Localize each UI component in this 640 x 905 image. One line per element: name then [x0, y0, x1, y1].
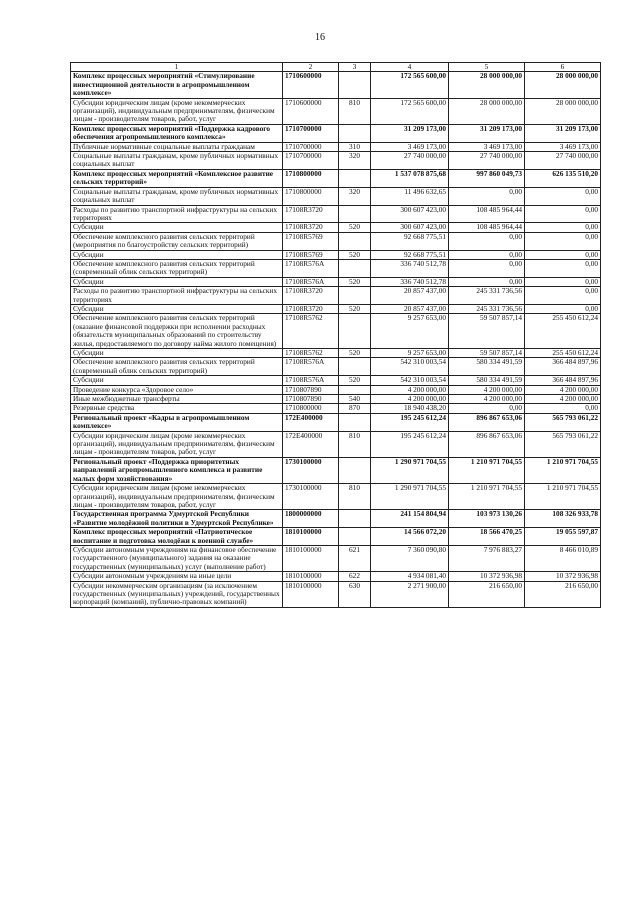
- row-code: 1710800000: [283, 169, 339, 187]
- row-code: 1710800000: [283, 404, 339, 413]
- row-value-col4: 92 668 775,51: [371, 232, 449, 250]
- row-expense-type: 520: [339, 349, 371, 358]
- table-row: [71, 314, 601, 349]
- row-name: Социальные выплаты гражданам, кроме публичных нормативных социальных выплат: [71, 187, 283, 205]
- row-name: Комплекс процессных мероприятий «Стимулирование инвестиционной деятельности в агропромышленном комплексе»: [71, 72, 283, 98]
- row-expense-type: [339, 413, 371, 431]
- row-name: Комплекс процессных мероприятий «Патриотическое воспитание и подготовка молодёжи к военной службе»: [71, 528, 283, 546]
- row-code: 17108R3720: [283, 304, 339, 313]
- row-value-col4: 1 290 971 704,55: [371, 484, 449, 510]
- row-name: Государственная программа Удмуртской Республики «Развитие молодёжной политики в Удмуртской Республике»: [71, 510, 283, 528]
- column-header-4: 4: [371, 63, 449, 72]
- page-number: 16: [315, 32, 325, 43]
- row-value-col5: 0,00: [449, 187, 525, 205]
- row-code: 17108R5762: [283, 349, 339, 358]
- row-code: 17108R576A: [283, 259, 339, 277]
- row-value-col6: 255 450 612,24: [525, 314, 601, 349]
- row-name: Обеспечение комплексного развития сельских территорий (оказание финансовой поддержки при исполнении расходных обязательств муниципальных образований по строительству жилья, предоставляемого по договору найма жилого помещения): [71, 314, 283, 349]
- row-expense-type: 540: [339, 395, 371, 404]
- row-value-col6: 0,00: [525, 304, 601, 313]
- row-value-col4: 195 245 612,24: [371, 431, 449, 457]
- row-value-col6: 1 210 971 704,55: [525, 484, 601, 510]
- row-expense-type: 320: [339, 187, 371, 205]
- row-expense-type: 621: [339, 545, 371, 571]
- row-expense-type: [339, 287, 371, 305]
- row-name: Расходы по развитию транспортной инфраструктуры на сельских территориях: [71, 205, 283, 223]
- row-value-col6: 4 200 000,00: [525, 385, 601, 394]
- row-value-col4: 241 154 804,94: [371, 510, 449, 528]
- row-expense-type: 520: [339, 376, 371, 385]
- row-code: 1730100000: [283, 457, 339, 483]
- row-code: 17108R576A: [283, 358, 339, 376]
- row-value-col4: 7 360 090,80: [371, 545, 449, 571]
- row-value-col6: 27 740 000,00: [525, 152, 601, 170]
- row-value-col4: 172 565 600,00: [371, 72, 449, 98]
- table-row: [71, 572, 601, 581]
- row-value-col4: 4 200 000,00: [371, 385, 449, 394]
- row-value-col6: 0,00: [525, 287, 601, 305]
- row-value-col4: 3 469 173,00: [371, 142, 449, 151]
- row-expense-type: [339, 72, 371, 98]
- table-row: [71, 72, 601, 98]
- row-expense-type: 520: [339, 250, 371, 259]
- table-row: [71, 152, 601, 170]
- row-value-col5: 896 867 653,06: [449, 431, 525, 457]
- row-value-col5: 28 000 000,00: [449, 72, 525, 98]
- row-value-col6: 4 200 000,00: [525, 395, 601, 404]
- row-value-col6: 255 450 612,24: [525, 349, 601, 358]
- budget-table: [70, 62, 601, 608]
- row-value-col4: 1 290 971 704,55: [371, 457, 449, 483]
- row-value-col5: 4 200 000,00: [449, 385, 525, 394]
- row-value-col5: 108 485 964,44: [449, 205, 525, 223]
- row-code: 172E400000: [283, 431, 339, 457]
- row-expense-type: [339, 259, 371, 277]
- row-name: Субсидии: [71, 349, 283, 358]
- table-row: [71, 484, 601, 510]
- table-row: [71, 98, 601, 124]
- row-name: Резервные средства: [71, 404, 283, 413]
- table-row: [71, 259, 601, 277]
- row-value-col6: 0,00: [525, 277, 601, 286]
- row-value-col6: 0,00: [525, 223, 601, 232]
- row-expense-type: 310: [339, 142, 371, 151]
- row-value-col4: 195 245 612,24: [371, 413, 449, 431]
- row-value-col5: 59 507 857,14: [449, 349, 525, 358]
- table-row: [71, 169, 601, 187]
- row-value-col5: 0,00: [449, 404, 525, 413]
- row-name: Субсидии юридическим лицам (кроме некоммерческих организаций), индивидуальным предпринимателям, физическим лицам - производителям товаров, работ, услуг: [71, 431, 283, 457]
- row-value-col5: 580 334 491,59: [449, 376, 525, 385]
- table-row: [71, 304, 601, 313]
- row-expense-type: 622: [339, 572, 371, 581]
- row-name: Публичные нормативные социальные выплаты гражданам: [71, 142, 283, 151]
- row-value-col4: 18 940 438,20: [371, 404, 449, 413]
- row-value-col4: 336 740 512,78: [371, 259, 449, 277]
- row-expense-type: 810: [339, 484, 371, 510]
- row-expense-type: [339, 314, 371, 349]
- row-code: 1800000000: [283, 510, 339, 528]
- column-header-5: 5: [449, 63, 525, 72]
- table-row: [71, 349, 601, 358]
- row-name: Субсидии некоммерческим организациям (за исключением государственных (муниципальных) учреждений, государственных корпораций (компаний), публично-правовых компаний): [71, 581, 283, 607]
- row-code: 17108R576A: [283, 376, 339, 385]
- row-value-col5: 1 210 971 704,55: [449, 457, 525, 483]
- row-value-col5: 0,00: [449, 232, 525, 250]
- table-row: [71, 581, 601, 607]
- column-header-3: 3: [339, 63, 371, 72]
- row-code: 1710700000: [283, 152, 339, 170]
- row-name: Субсидии: [71, 250, 283, 259]
- row-expense-type: [339, 385, 371, 394]
- row-value-col5: 18 566 470,25: [449, 528, 525, 546]
- table-row: [71, 404, 601, 413]
- row-name: Иные межбюджетные трансферты: [71, 395, 283, 404]
- row-value-col5: 245 331 736,56: [449, 304, 525, 313]
- row-expense-type: [339, 205, 371, 223]
- row-name: Комплекс процессных мероприятий «Комплексное развитие сельских территорий»: [71, 169, 283, 187]
- row-value-col4: 4 934 081,40: [371, 572, 449, 581]
- table-row: [71, 385, 601, 394]
- row-name: Расходы по развитию транспортной инфраструктуры на сельских территориях: [71, 287, 283, 305]
- row-value-col5: 7 976 883,27: [449, 545, 525, 571]
- row-code: 1710807890: [283, 385, 339, 394]
- row-expense-type: 520: [339, 277, 371, 286]
- table-row: [71, 124, 601, 142]
- row-name: Субсидии юридическим лицам (кроме некоммерческих организаций), индивидуальным предпринимателям, физическим лицам - производителям товаров, работ, услуг: [71, 484, 283, 510]
- row-value-col4: 1 537 078 875,68: [371, 169, 449, 187]
- table-row: [71, 223, 601, 232]
- row-value-col4: 20 857 437,00: [371, 287, 449, 305]
- table-row: [71, 287, 601, 305]
- row-code: 17108R576A: [283, 277, 339, 286]
- row-value-col4: 31 209 173,00: [371, 124, 449, 142]
- row-value-col5: 0,00: [449, 259, 525, 277]
- table-row: [71, 395, 601, 404]
- row-code: 1710600000: [283, 72, 339, 98]
- table-header-row: [71, 63, 601, 72]
- row-value-col5: 245 331 736,56: [449, 287, 525, 305]
- row-code: 1730100000: [283, 484, 339, 510]
- row-name: Субсидии автономным учреждениям на финансовое обеспечение государственного (муниципального) задания на оказание государственных (муниципальных) услуг (выполнение работ): [71, 545, 283, 571]
- row-code: 1710800000: [283, 187, 339, 205]
- row-value-col6: 0,00: [525, 404, 601, 413]
- table-row: [71, 232, 601, 250]
- row-value-col4: 20 857 437,00: [371, 304, 449, 313]
- row-value-col4: 542 310 003,54: [371, 376, 449, 385]
- row-value-col4: 300 607 423,00: [371, 223, 449, 232]
- row-value-col6: 28 000 000,00: [525, 72, 601, 98]
- column-header-6: 6: [525, 63, 601, 72]
- row-code: 1710700000: [283, 124, 339, 142]
- row-value-col4: 9 257 653,00: [371, 349, 449, 358]
- row-code: 172E400000: [283, 413, 339, 431]
- row-code: 17108R5769: [283, 250, 339, 259]
- row-value-col6: 565 793 061,22: [525, 431, 601, 457]
- row-value-col4: 172 565 600,00: [371, 98, 449, 124]
- row-value-col4: 11 496 632,65: [371, 187, 449, 205]
- row-value-col5: 10 372 936,98: [449, 572, 525, 581]
- row-value-col4: 9 257 653,00: [371, 314, 449, 349]
- column-header-1: 1: [71, 63, 283, 72]
- table-row: [71, 413, 601, 431]
- row-name: Обеспечение комплексного развития сельских территорий (современный облик сельских территорий): [71, 259, 283, 277]
- table-row: [71, 376, 601, 385]
- row-code: 17108R5762: [283, 314, 339, 349]
- row-expense-type: [339, 358, 371, 376]
- row-code: 1810100000: [283, 528, 339, 546]
- row-code: 17108R3720: [283, 223, 339, 232]
- row-value-col6: 626 135 510,20: [525, 169, 601, 187]
- row-expense-type: [339, 510, 371, 528]
- row-value-col5: 997 860 049,73: [449, 169, 525, 187]
- row-name: Региональный проект «Кадры в агропромышленном комплексе»: [71, 413, 283, 431]
- table-row: [71, 457, 601, 483]
- row-code: 1810100000: [283, 572, 339, 581]
- table-row: [71, 250, 601, 259]
- row-value-col4: 336 740 512,78: [371, 277, 449, 286]
- column-header-2: 2: [283, 63, 339, 72]
- row-expense-type: [339, 457, 371, 483]
- row-name: Комплекс процессных мероприятий «Поддержка кадрового обеспечения агропромышленного комплекса»: [71, 124, 283, 142]
- row-value-col5: 27 740 000,00: [449, 152, 525, 170]
- row-value-col6: 0,00: [525, 187, 601, 205]
- table-row: [71, 545, 601, 571]
- row-value-col4: 14 566 072,20: [371, 528, 449, 546]
- row-code: 17108R3720: [283, 287, 339, 305]
- row-value-col4: 300 607 423,00: [371, 205, 449, 223]
- table-row: [71, 187, 601, 205]
- row-name: Субсидии: [71, 304, 283, 313]
- row-value-col5: 59 507 857,14: [449, 314, 525, 349]
- row-code: 1710600000: [283, 98, 339, 124]
- table-row: [71, 510, 601, 528]
- row-name: Субсидии юридическим лицам (кроме некоммерческих организаций), индивидуальным предпринимателям, физическим лицам - производителям товаров, работ, услуг: [71, 98, 283, 124]
- row-value-col6: 366 484 897,96: [525, 376, 601, 385]
- row-expense-type: 320: [339, 152, 371, 170]
- row-value-col5: 3 469 173,00: [449, 142, 525, 151]
- row-name: Субсидии автономным учреждениям на иные цели: [71, 572, 283, 581]
- row-value-col6: 19 055 597,87: [525, 528, 601, 546]
- row-value-col5: 216 650,00: [449, 581, 525, 607]
- row-code: 1710700000: [283, 142, 339, 151]
- row-value-col4: 2 271 900,00: [371, 581, 449, 607]
- table-row: [71, 431, 601, 457]
- row-value-col4: 92 668 775,51: [371, 250, 449, 259]
- row-value-col5: 0,00: [449, 277, 525, 286]
- row-code: 17108R5769: [283, 232, 339, 250]
- row-name: Обеспечение комплексного развития сельских территорий (современный облик сельских территорий): [71, 358, 283, 376]
- table-row: [71, 142, 601, 151]
- row-expense-type: 810: [339, 98, 371, 124]
- row-name: Субсидии: [71, 277, 283, 286]
- row-value-col6: 0,00: [525, 259, 601, 277]
- row-value-col6: 565 793 061,22: [525, 413, 601, 431]
- row-name: Обеспечение комплексного развития сельских территорий (мероприятия по благоустройству сельских территорий): [71, 232, 283, 250]
- row-name: Субсидии: [71, 376, 283, 385]
- row-value-col4: 4 200 000,00: [371, 395, 449, 404]
- row-value-col6: 31 209 173,00: [525, 124, 601, 142]
- row-expense-type: 810: [339, 431, 371, 457]
- row-value-col6: 216 650,00: [525, 581, 601, 607]
- row-value-col4: 542 310 003,54: [371, 358, 449, 376]
- row-value-col6: 1 210 971 704,55: [525, 457, 601, 483]
- row-value-col5: 0,00: [449, 250, 525, 259]
- row-value-col6: 366 484 897,96: [525, 358, 601, 376]
- row-expense-type: 520: [339, 223, 371, 232]
- row-expense-type: 870: [339, 404, 371, 413]
- table-row: [71, 528, 601, 546]
- row-expense-type: [339, 169, 371, 187]
- row-value-col4: 27 740 000,00: [371, 152, 449, 170]
- row-value-col5: 103 973 130,26: [449, 510, 525, 528]
- row-expense-type: 630: [339, 581, 371, 607]
- row-value-col6: 28 000 000,00: [525, 98, 601, 124]
- row-expense-type: [339, 232, 371, 250]
- row-value-col5: 31 209 173,00: [449, 124, 525, 142]
- row-code: 17108R3720: [283, 205, 339, 223]
- row-value-col6: 108 326 933,78: [525, 510, 601, 528]
- row-code: 1810100000: [283, 581, 339, 607]
- row-value-col6: 8 466 010,89: [525, 545, 601, 571]
- row-name: Субсидии: [71, 223, 283, 232]
- row-code: 1810100000: [283, 545, 339, 571]
- row-value-col5: 4 200 000,00: [449, 395, 525, 404]
- row-expense-type: [339, 124, 371, 142]
- row-value-col5: 896 867 653,06: [449, 413, 525, 431]
- row-value-col6: 0,00: [525, 205, 601, 223]
- row-value-col5: 28 000 000,00: [449, 98, 525, 124]
- row-value-col5: 1 210 971 704,55: [449, 484, 525, 510]
- table-row: [71, 358, 601, 376]
- row-name: Социальные выплаты гражданам, кроме публичных нормативных социальных выплат: [71, 152, 283, 170]
- row-expense-type: [339, 528, 371, 546]
- row-value-col6: 10 372 936,98: [525, 572, 601, 581]
- table-row: [71, 205, 601, 223]
- row-code: 1710807890: [283, 395, 339, 404]
- row-value-col5: 108 485 964,44: [449, 223, 525, 232]
- row-value-col6: 3 469 173,00: [525, 142, 601, 151]
- row-value-col5: 580 334 491,59: [449, 358, 525, 376]
- row-value-col6: 0,00: [525, 232, 601, 250]
- row-expense-type: 520: [339, 304, 371, 313]
- row-name: Региональный проект «Поддержка приоритетных направлений агропромышленного комплекса и развитие малых форм хозяйствования»: [71, 457, 283, 483]
- row-name: Проведение конкурса «Здоровое село»: [71, 385, 283, 394]
- table-row: [71, 277, 601, 286]
- row-value-col6: 0,00: [525, 250, 601, 259]
